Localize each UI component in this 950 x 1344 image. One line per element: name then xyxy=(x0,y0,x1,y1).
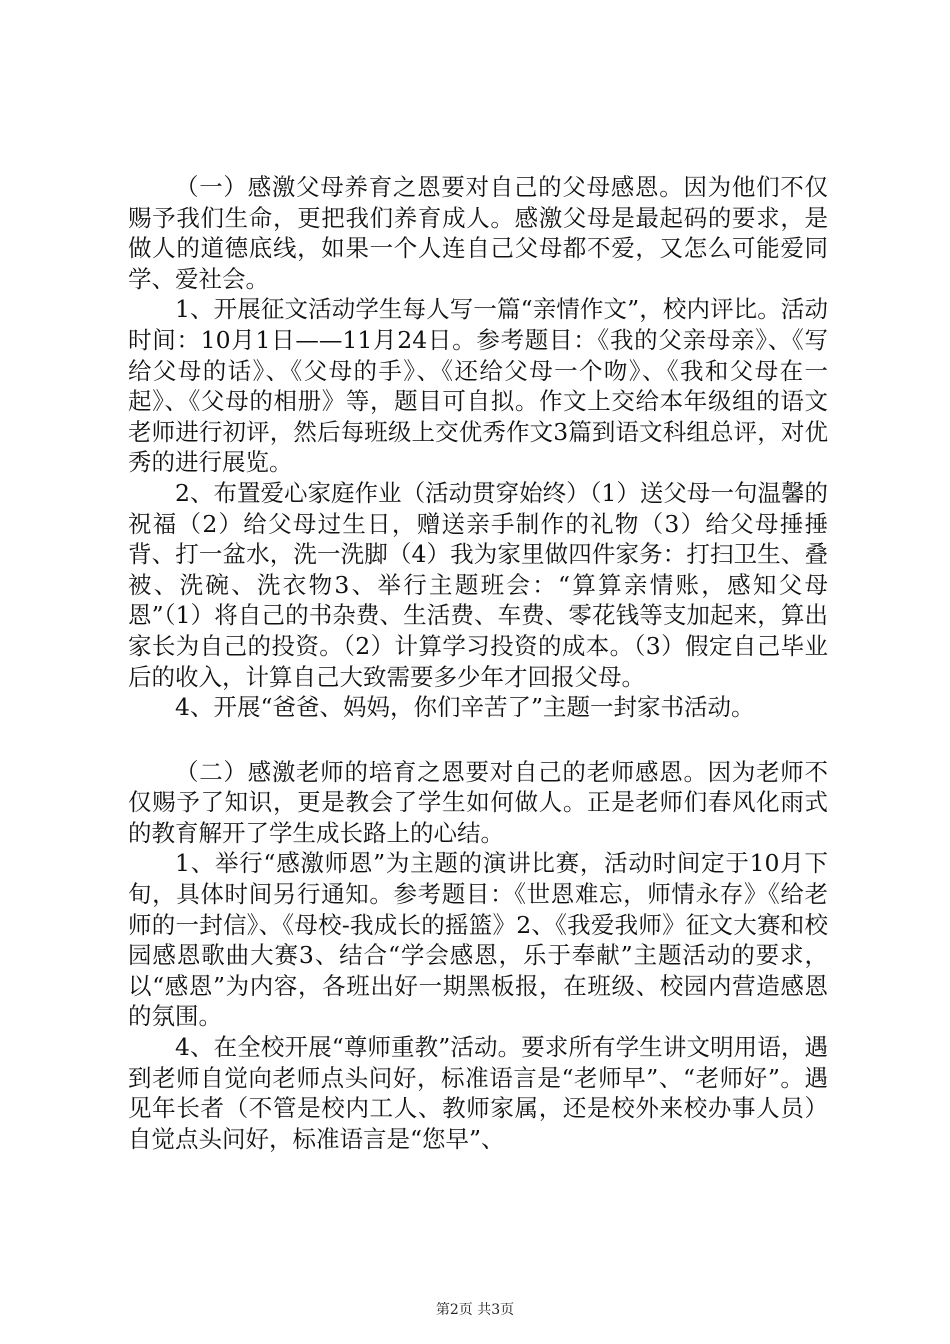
section-heading-teachers: （二）感激老师的培育之恩要对自己的老师感恩。因为老师不仅赐予了知识，更是教会了学生如何做人。正是老师们春风化雨式的教育解开了学生成长路上的心结。 xyxy=(128,757,828,847)
paragraph-family-homework: 2、布置爱心家庭作业（活动贯穿始终）（1）送父母一句温馨的祝福（2）给父母过生日，赠送亲手制作的礼物（3）给父母捶捶背、打一盆水，洗一洗脚（4）我为家里做四件家务：打扫卫生、叠被、洗碗、洗衣物3、举行主题班会：“算算亲情账，感知父母恩”（1）将自己的书杂费、生活费、车费、零花钱等支加起来，算出家长为自己的投资。（2）计算学习投资的成本。（3）假定自己毕业后的收入，计算自己大致需要多少年才回报父母。 xyxy=(128,478,828,691)
paragraph-family-letter: 4、开展“爸爸、妈妈，你们辛苦了”主题一封家书活动。 xyxy=(175,693,755,722)
paragraph-gap xyxy=(128,723,828,757)
paragraph-essay-activity: 1、开展征文活动学生每人写一篇“亲情作文”，校内评比。活动时间：10月1日——11月24日。参考题目：《我的父亲母亲》、《写给父母的话》、《父母的手》、《还给父母一个吻》、《我和父母在一起》、《父母的相册》等，题目可自拟。作文上交给本年级组的语文老师进行初评，然后每班级上交优秀作文3篇到语文科组总评，对优秀的进行展览。 xyxy=(128,295,828,477)
paragraph-respect-teachers: 4、在全校开展“尊师重教”活动。要求所有学生讲文明用语，遇到老师自觉向老师点头问好，标准语言是“老师早”、“老师好”。遇见年长者（不管是校内工人、教师家属，还是校外来校办事人员）自觉点头问好，标准语言是“您早”、 xyxy=(128,1033,828,1153)
page-footer: 第2页 共3页 xyxy=(435,1302,515,1318)
document-body xyxy=(128,172,828,1154)
section-heading-parents: （一）感激父母养育之恩要对自己的父母感恩。因为他们不仅赐予我们生命，更把我们养育成人。感激父母是最起码的要求，是做人的道德底线，如果一个人连自己父母都不爱，又怎么可能爱同学、爱社会。 xyxy=(128,173,828,293)
paragraph-speech-contest: 1、举行“感激师恩”为主题的演讲比赛，活动时间定于10月下旬，具体时间另行通知。参考题目：《世恩难忘，师情永存》《给老师的一封信》、《母校-我成长的摇篮》2、《我爱我师》征文大赛和校园感恩歌曲大赛3、结合“学会感恩，乐于奉献”主题活动的要求，以“感恩”为内容，各班出好一期黑板报，在班级、校园内营造感恩的氛围。 xyxy=(128,849,828,1031)
